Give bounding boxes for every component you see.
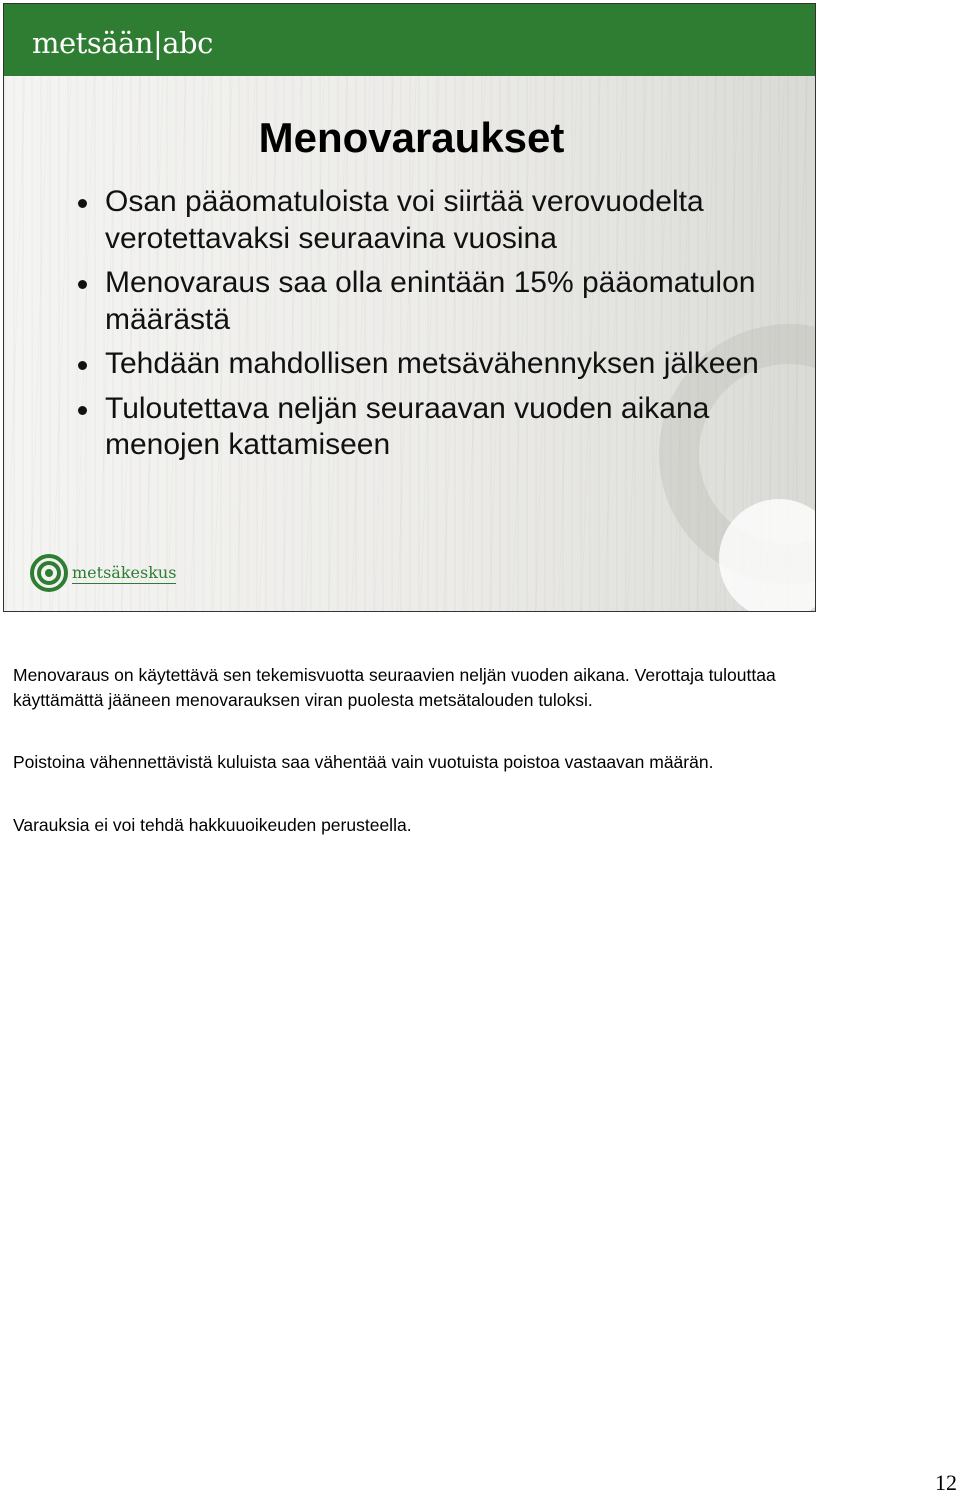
bullet-item <box>74 184 774 257</box>
banner-logo: metsään|abc <box>32 26 213 60</box>
notes-paragraph: Menovaraus on käytettävä sen tekemisvuotta seuraavien neljän vuoden aikana. Verottaja tulouttaa käyttämättä jääneen menovarauksen viran puolesta metsätalouden tuloksi. <box>13 665 776 710</box>
notes-paragraph: Poistoina vähennettävistä kuluista saa vähentää vain vuotuista poistoa vastaavan määrän. <box>13 752 714 772</box>
bullet-dot-icon <box>78 199 87 208</box>
page-number: 12 <box>935 1470 957 1495</box>
bullet-item <box>74 391 774 464</box>
speaker-notes <box>13 663 813 875</box>
slide-title <box>4 114 816 162</box>
bullet-text: Tehdään mahdollisen metsävähennyksen jälkeen <box>105 347 759 380</box>
bullet-text: Menovaraus saa olla enintään 15% pääomatulon määrästä <box>105 266 756 336</box>
slide-banner <box>4 4 815 76</box>
bullet-item <box>74 265 774 338</box>
bullet-list <box>74 184 774 472</box>
bullet-text: Tuloutettava neljän seuraavan vuoden aikana menojen kattamiseen <box>105 391 710 461</box>
notes-paragraph: Varauksia ei voi tehdä hakkuuoikeuden perusteella. <box>13 814 412 835</box>
bullet-item <box>74 346 774 383</box>
slide-title-text: Menovaraukset <box>258 114 565 161</box>
bullet-dot-icon <box>78 406 87 415</box>
bullet-dot-icon <box>78 280 87 289</box>
footer-logo <box>30 552 176 594</box>
metsakeskus-logo-icon <box>30 554 68 592</box>
footer-logo-text: metsäkeskus <box>72 562 177 582</box>
bullet-dot-icon <box>78 361 87 370</box>
bullet-text: Osan pääomatuloista voi siirtää verovuodelta verotettavaksi seuraavina vuosina <box>105 185 704 255</box>
slide <box>3 3 816 612</box>
